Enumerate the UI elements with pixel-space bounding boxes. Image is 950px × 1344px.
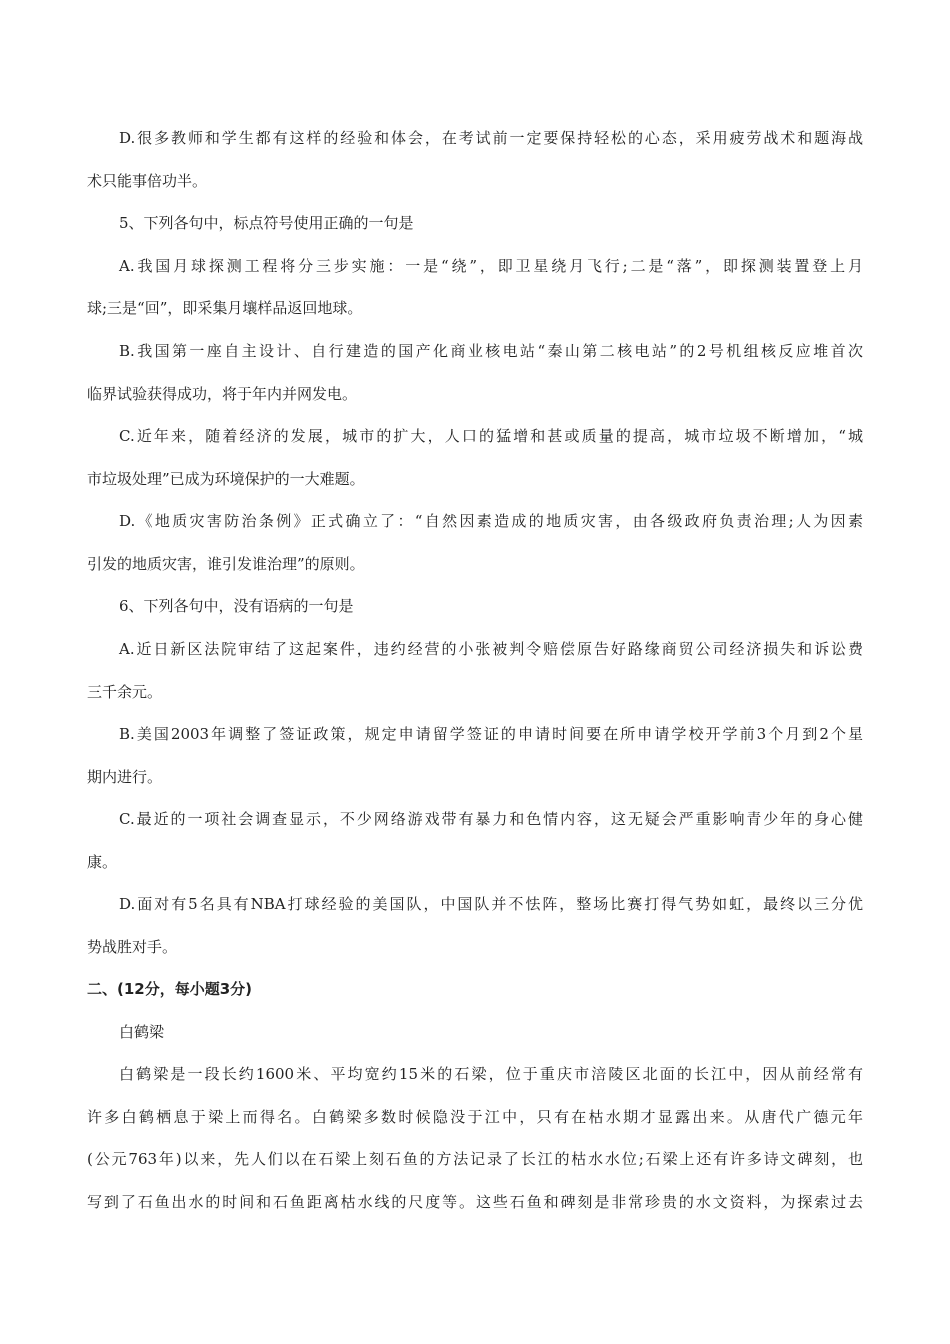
option-6d-line-1: D.面对有5名具有NBA打球经验的美国队，中国队并不怯阵，整场比赛打得气势如虹，最终以三分优 (119, 895, 863, 913)
option-6c-line-2: 康。 (87, 853, 118, 871)
section-2-heading: 二、(12分，每小题3分) (87, 980, 253, 998)
option-5c-line-2: 市垃圾处理”已成为环境保护的一大难题。 (87, 470, 365, 488)
passage-title: 白鹤梁 (119, 1023, 165, 1041)
passage-line-3: (公元763年)以来，先人们以在石梁上刻石鱼的方法记录了长江的枯水水位;石梁上还有许多诗文碑刻，也 (87, 1150, 863, 1168)
option-5b-line-1: B.我国第一座自主设计、自行建造的国产化商业核电站“秦山第二核电站”的2号机组核反应堆首次 (119, 342, 863, 360)
option-5c-line-1: C.近年来，随着经济的发展，城市的扩大，人口的猛增和甚或质量的提高，城市垃圾不断增加，“城 (119, 427, 863, 445)
question-5-stem: 5、下列各句中，标点符号使用正确的一句是 (119, 214, 414, 232)
option-6c-line-1: C.最近的一项社会调查显示，不少网络游戏带有暴力和色情内容，这无疑会严重影响青少年的身心健 (119, 810, 863, 828)
option-6d-line-2: 势战胜对手。 (87, 938, 178, 956)
option-5a-line-2: 球;三是“回”，即采集月壤样品返回地球。 (87, 299, 363, 317)
passage-line-4: 写到了石鱼出水的时间和石鱼距离枯水线的尺度等。这些石鱼和碑刻是非常珍贵的水文资料，为探索过去 (87, 1193, 863, 1211)
option-5d-line-1: D.《地质灾害防治条例》正式确立了：“自然因素造成的地质灾害，由各级政府负责治理;人为因素 (119, 512, 863, 530)
option-6b-line-2: 期内进行。 (87, 768, 163, 786)
question-6-stem: 6、下列各句中，没有语病的一句是 (119, 597, 354, 615)
option-5b-line-2: 临界试验获得成功，将于年内并网发电。 (87, 385, 358, 403)
option-6a-line-2: 三千余元。 (87, 683, 163, 701)
option-4d-line-2: 术只能事倍功半。 (87, 172, 208, 190)
passage-line-2: 许多白鹤栖息于梁上而得名。白鹤梁多数时候隐没于江中，只有在枯水期才显露出来。从唐代广德元年 (87, 1108, 863, 1126)
passage-line-1: 白鹤梁是一段长约1600米、平均宽约15米的石梁，位于重庆市涪陵区北面的长江中，因从前经常有 (119, 1065, 863, 1083)
option-5d-line-2: 引发的地质灾害，谁引发谁治理”的原则。 (87, 555, 365, 573)
option-4d-line-1: D.很多教师和学生都有这样的经验和体会，在考试前一定要保持轻松的心态，采用疲劳战术和题海战 (119, 129, 863, 147)
option-6a-line-1: A.近日新区法院审结了这起案件，违约经营的小张被判令赔偿原告好路缘商贸公司经济损失和诉讼费 (119, 640, 863, 658)
option-5a-line-1: A.我国月球探测工程将分三步实施：一是“绕”，即卫星绕月飞行;二是“落”，即探测装置登上月 (119, 257, 863, 275)
option-6b-line-1: B.美国2003年调整了签证政策，规定申请留学签证的申请时间要在所申请学校开学前3个月到2个星 (119, 725, 863, 743)
